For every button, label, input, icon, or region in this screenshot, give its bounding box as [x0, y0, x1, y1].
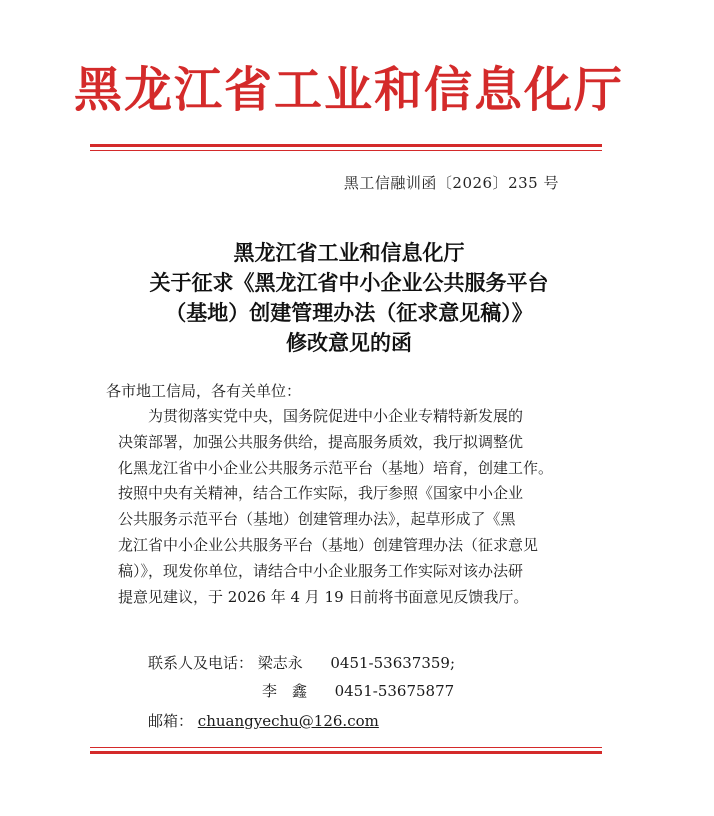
body-line: 为贯彻落实党中央，国务院促进中小企业专精特新发展的	[118, 407, 524, 425]
letterhead-title: 黑龙江省工业和信息化厅	[73, 62, 624, 118]
body-line: 化黑龙江省中小企业公共服务示范平台（基地）培育，创建工作。	[118, 458, 554, 477]
footer-red-rule-thin	[90, 747, 602, 748]
body-line: 决策部署，加强公共服务供给，提高服务质效，我厅拟调整优	[118, 432, 524, 451]
contact-line-1	[148, 652, 455, 673]
title-line-3: （基地）创建管理办法（征求意见稿）》	[165, 300, 533, 325]
header-red-rule-thick	[90, 144, 602, 147]
email-link[interactable]: chuangyechu@126.com	[197, 712, 379, 730]
email-label: 邮箱：	[148, 712, 194, 730]
title-line-1: 黑龙江省工业和信息化厅	[233, 240, 465, 265]
body-line: 稿）》，现发你单位，请结合中小企业服务工作实际对该办法研	[118, 561, 524, 580]
contact-email-line	[148, 710, 379, 731]
contact-person-2-name: 李 鑫	[262, 682, 308, 700]
contact-person-1-phone: 0451-53637359;	[330, 654, 456, 672]
body-line: 按照中央有关精神，结合工作实际，我厅参照《国家中小企业	[118, 484, 524, 503]
contact-label: 联系人及电话：	[148, 654, 254, 672]
salutation: 各市地工信局，各有关单位：	[106, 382, 302, 400]
body-line: 公共服务示范平台（基地）创建管理办法》，起草形成了《黑	[118, 510, 516, 529]
document-title	[0, 238, 706, 358]
footer-red-rule-thick	[90, 751, 602, 754]
body-paragraph	[118, 404, 562, 610]
body-line: 龙江省中小企业公共服务平台（基地）创建管理办法（征求意见	[118, 535, 539, 554]
contact-line-2	[262, 680, 454, 701]
body-line: 提意见建议，于 2026 年 4 月 19 日前将书面意见反馈我厅。	[118, 587, 529, 606]
document-number: 黑工信融训函〔2026〕235 号	[343, 174, 559, 192]
title-line-2: 关于征求《黑龙江省中小企业公共服务平台	[149, 270, 549, 295]
title-line-4: 修改意见的函	[286, 330, 412, 355]
contact-person-2-phone: 0451-53675877	[334, 682, 455, 700]
header-red-rule-thin	[90, 150, 602, 151]
contact-person-1-name: 梁志永	[257, 654, 303, 672]
